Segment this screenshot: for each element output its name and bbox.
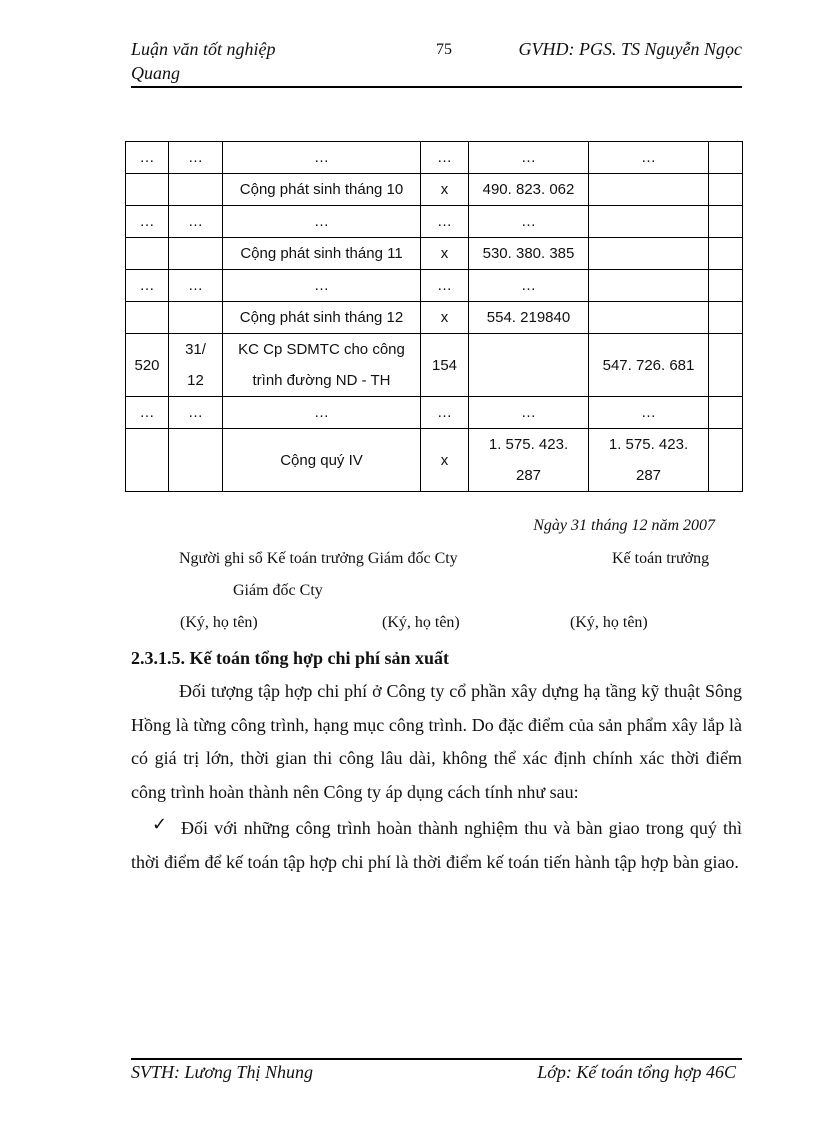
table-cell: … bbox=[223, 270, 421, 302]
table-cell: … bbox=[421, 270, 469, 302]
cell-line: 1. 575. 423. bbox=[488, 436, 569, 453]
table-cell bbox=[126, 302, 169, 334]
section-heading: 2.3.1.5. Kế toán tổng hợp chi phí sản xuất bbox=[131, 648, 450, 668]
footer-student: SVTH: Lương Thị Nhung bbox=[131, 1062, 313, 1082]
table-row bbox=[126, 270, 743, 302]
table-cell: … bbox=[223, 142, 421, 174]
table-cell: … bbox=[169, 142, 223, 174]
table-row bbox=[126, 206, 743, 238]
table-cell: … bbox=[126, 270, 169, 302]
header-supervisor: GVHD: PGS. TS Nguyễn Ngọc bbox=[518, 39, 742, 59]
table-cell bbox=[469, 429, 589, 492]
sign-date: Ngày 31 tháng 12 năm 2007 bbox=[533, 517, 715, 534]
table-cell: 520 bbox=[126, 334, 169, 397]
table-cell: … bbox=[126, 142, 169, 174]
header-rule bbox=[131, 86, 742, 88]
table-cell: Cộng phát sinh tháng 10 bbox=[223, 174, 421, 206]
table-cell: … bbox=[469, 206, 589, 238]
cell-line: KC Cp SDMTC cho công bbox=[238, 341, 405, 358]
table-cell bbox=[169, 429, 223, 492]
table-cell bbox=[589, 206, 709, 238]
table-cell: Cộng quý IV bbox=[223, 429, 421, 492]
table-cell: Cộng phát sinh tháng 12 bbox=[223, 302, 421, 334]
table-cell bbox=[589, 270, 709, 302]
sign-placeholder: (Ký, họ tên) bbox=[180, 614, 258, 631]
table-row bbox=[126, 142, 743, 174]
sign-placeholder: (Ký, họ tên) bbox=[382, 614, 460, 631]
sign-roles-line: Người ghi sổ Kế toán trưởng Giám đốc Cty bbox=[179, 550, 458, 567]
cell-line: 31/ bbox=[185, 341, 206, 358]
header-title-continued: Quang bbox=[131, 63, 180, 83]
table-cell: 554. 219840 bbox=[469, 302, 589, 334]
cell-line: 12 bbox=[187, 372, 204, 389]
table-cell: 547. 726. 681 bbox=[589, 334, 709, 397]
header-title: Luận văn tốt nghiệp bbox=[131, 39, 276, 59]
table-cell bbox=[589, 174, 709, 206]
table-cell bbox=[169, 238, 223, 270]
table-cell: x bbox=[421, 429, 469, 492]
table-cell bbox=[709, 142, 743, 174]
table-row bbox=[126, 238, 743, 270]
table-cell bbox=[589, 238, 709, 270]
table-row bbox=[126, 334, 743, 397]
cell-line: trình đường ND - TH bbox=[252, 372, 391, 389]
table-cell: … bbox=[421, 142, 469, 174]
table-cell: … bbox=[469, 142, 589, 174]
sign-role-chief-accountant: Kế toán trưởng bbox=[612, 550, 710, 567]
table-cell: … bbox=[223, 206, 421, 238]
page-number: 75 bbox=[436, 41, 452, 58]
table-cell: … bbox=[169, 206, 223, 238]
table-cell: … bbox=[126, 397, 169, 429]
table-cell bbox=[709, 397, 743, 429]
table-cell bbox=[126, 238, 169, 270]
table-cell bbox=[126, 174, 169, 206]
table-row bbox=[126, 429, 743, 492]
table-cell bbox=[169, 302, 223, 334]
table-cell bbox=[126, 429, 169, 492]
footer-class: Lớp: Kế toán tổng hợp 46C bbox=[537, 1062, 736, 1082]
table-cell bbox=[709, 174, 743, 206]
table-cell bbox=[589, 302, 709, 334]
sign-role-director: Giám đốc Cty bbox=[233, 582, 323, 599]
table-cell bbox=[469, 334, 589, 397]
table-cell: … bbox=[589, 142, 709, 174]
table-cell bbox=[169, 174, 223, 206]
sign-placeholder: (Ký, họ tên) bbox=[570, 614, 648, 631]
table-cell: … bbox=[421, 206, 469, 238]
table-cell: … bbox=[126, 206, 169, 238]
table-cell: … bbox=[469, 397, 589, 429]
footer-rule bbox=[131, 1058, 742, 1060]
table-cell bbox=[709, 270, 743, 302]
table-cell: 530. 380. 385 bbox=[469, 238, 589, 270]
checkmark-icon: ✓ bbox=[152, 814, 168, 835]
table-cell bbox=[169, 334, 223, 397]
table-cell bbox=[709, 302, 743, 334]
table-cell: 154 bbox=[421, 334, 469, 397]
table-row bbox=[126, 302, 743, 334]
table-cell bbox=[589, 429, 709, 492]
table-cell: … bbox=[169, 397, 223, 429]
cell-line: 287 bbox=[515, 467, 542, 484]
table-row bbox=[126, 174, 743, 206]
table-row bbox=[126, 397, 743, 429]
body-paragraph: Đối tượng tập hợp chi phí ở Công ty cổ phần xây dựng hạ tầng kỹ thuật Sông Hồng là từng công trình, hạng mục công trình. Do đặc điểm của sản phẩm xây lắp là có giá trị lớn, thời gian thi công lâu dài, không thể xác định chính xác thời điểm công trình hoàn thành nên Công ty áp dụng cách tính như sau: bbox=[131, 681, 742, 802]
ledger-table bbox=[125, 141, 743, 492]
table-cell bbox=[709, 206, 743, 238]
table-cell: Cộng phát sinh tháng 11 bbox=[223, 238, 421, 270]
table-cell: x bbox=[421, 174, 469, 206]
table-cell: … bbox=[169, 270, 223, 302]
table-cell: … bbox=[223, 397, 421, 429]
table-cell bbox=[709, 429, 743, 492]
table-cell: … bbox=[469, 270, 589, 302]
table-cell bbox=[709, 238, 743, 270]
table-cell: x bbox=[421, 238, 469, 270]
table-cell bbox=[709, 334, 743, 397]
table-cell: x bbox=[421, 302, 469, 334]
cell-line: 287 bbox=[635, 467, 662, 484]
table-cell: … bbox=[421, 397, 469, 429]
cell-line: 1. 575. 423. bbox=[608, 436, 689, 453]
table-cell: … bbox=[589, 397, 709, 429]
table-cell bbox=[223, 334, 421, 397]
bullet-paragraph: Đối với những công trình hoàn thành nghiệm thu và bàn giao trong quý thì thời điểm để kế toán tập hợp chi phí là thời điểm kế toán tiến hành tập hợp bàn giao. bbox=[131, 818, 742, 872]
table-cell: 490. 823. 062 bbox=[469, 174, 589, 206]
